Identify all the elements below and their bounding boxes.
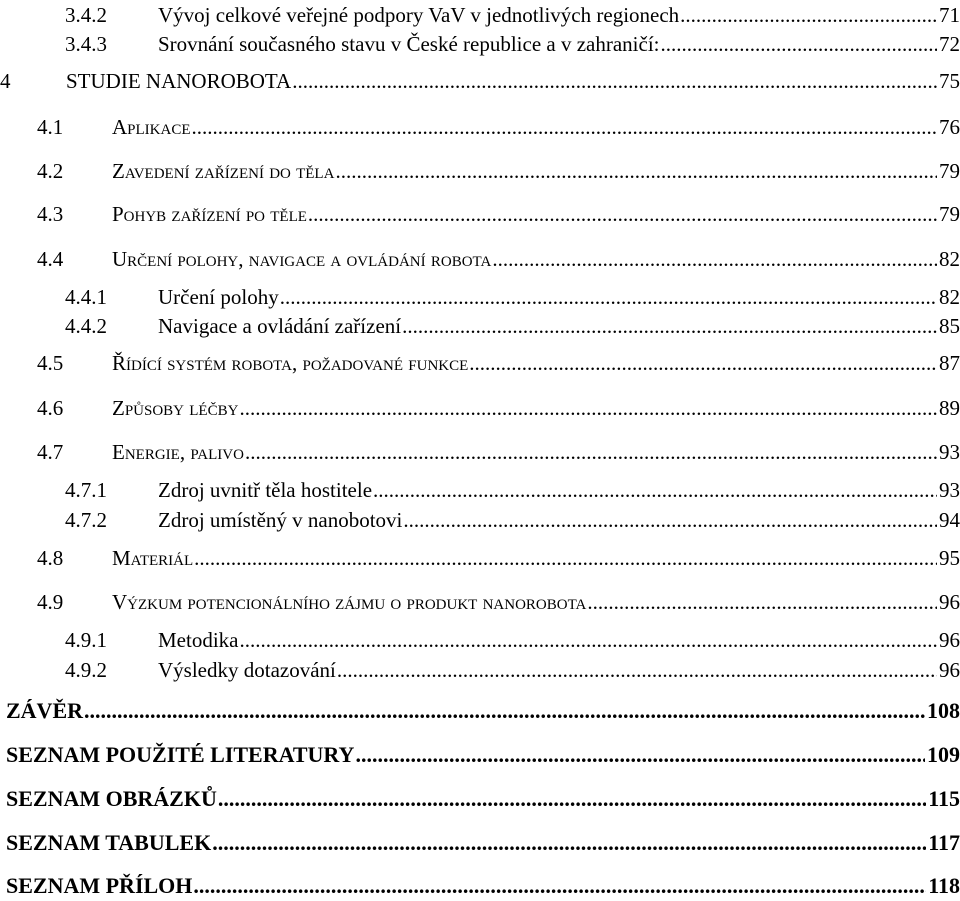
toc-entry-page: 95	[939, 546, 960, 570]
toc-entry-page: 93	[939, 478, 960, 502]
toc-entry-page: 94	[939, 508, 960, 532]
dot-leader	[292, 66, 937, 96]
toc-entry-number: 4.7.2	[65, 508, 107, 532]
toc-entry-number: 4.6	[37, 396, 64, 420]
toc-entry[interactable]	[0, 393, 960, 423]
toc-entry-page: 118	[928, 873, 960, 898]
toc-entry-page: 96	[939, 590, 960, 614]
toc-entry-number: 4.4.1	[65, 285, 107, 309]
toc-entry-page: 76	[939, 115, 960, 139]
toc-entry-page: 75	[939, 69, 960, 93]
toc-entry[interactable]	[0, 156, 960, 186]
toc-entry-title: Materiál	[112, 546, 194, 570]
toc-entry-number: 4.9.1	[65, 628, 107, 652]
toc-entry-title: Srovnání současného stavu v České republice a v zahraničí:	[158, 32, 660, 56]
toc-entry-page: 108	[927, 698, 960, 723]
toc-entry-page: 109	[927, 742, 960, 767]
toc-entry-title: Způsoby léčby	[112, 396, 239, 420]
toc-entry-title: Řídící systém robota, požadované funkce	[112, 351, 469, 375]
dot-leader	[84, 696, 925, 726]
dot-leader	[212, 828, 926, 858]
toc-entry-page: 115	[928, 786, 960, 811]
dot-leader	[239, 393, 937, 423]
toc-entry[interactable]	[0, 543, 960, 573]
toc-entry-title: SEZNAM TABULEK	[6, 830, 212, 855]
toc-entry[interactable]	[0, 244, 960, 274]
toc-entry-page: 117	[928, 830, 960, 855]
toc-entry[interactable]	[0, 437, 960, 467]
toc-entry-title: Zdroj umístěný v nanobotovi	[158, 508, 403, 532]
toc-entry-number: 4.5	[37, 351, 64, 375]
dot-leader	[337, 655, 937, 685]
dot-leader	[661, 29, 937, 59]
toc-entry-title: SEZNAM PŘÍLOH	[6, 873, 193, 898]
toc-entry-page: 96	[939, 628, 960, 652]
toc-entry[interactable]	[0, 587, 960, 617]
toc-entry-page: 82	[939, 247, 960, 271]
toc-entry-title: Zdroj uvnitř těla hostitele	[158, 478, 373, 502]
toc-entry-page: 79	[939, 159, 960, 183]
toc-entry-title: Pohyb zařízení po těle	[112, 202, 307, 226]
dot-leader	[192, 112, 938, 142]
toc-entry[interactable]	[0, 784, 960, 814]
toc-entry-number: 4.4	[37, 247, 64, 271]
toc-entry-title: SEZNAM POUŽITÉ LITERATURY	[6, 742, 355, 767]
toc-entry-title: Výsledky dotazování	[158, 658, 336, 682]
toc-entry-number: 4.2	[37, 159, 64, 183]
toc-entry-number: 4.4.2	[65, 314, 107, 338]
toc-entry-page: 85	[939, 314, 960, 338]
toc-entry-page: 89	[939, 396, 960, 420]
toc-entry[interactable]	[0, 828, 960, 858]
toc-entry-number: 4.8	[37, 546, 64, 570]
toc-entry-number: 4.9.2	[65, 658, 107, 682]
toc-entry-title: Aplikace	[112, 115, 191, 139]
toc-entry-number: 4.9	[37, 590, 64, 614]
toc-entry-number: 4.3	[37, 202, 64, 226]
dot-leader	[373, 475, 937, 505]
dot-leader	[280, 282, 937, 312]
toc-entry-number: 3.4.2	[65, 3, 107, 27]
toc-entry[interactable]	[0, 311, 960, 341]
toc-entry-title: STUDIE NANOROBOTA	[66, 69, 292, 93]
dot-leader	[680, 0, 937, 30]
toc-entry-number: 3.4.3	[65, 32, 107, 56]
toc-entry-title: Určení polohy	[158, 285, 279, 309]
toc-entry[interactable]	[0, 66, 960, 96]
toc-entry-title: Výzkum potencionálního zájmu o produkt nanorobota	[112, 590, 587, 614]
dot-leader	[239, 625, 937, 655]
toc-entry-page: 79	[939, 202, 960, 226]
toc-entry[interactable]	[0, 475, 960, 505]
dot-leader	[308, 199, 937, 229]
toc-entry-title: ZÁVĚR	[6, 698, 84, 723]
toc-entry[interactable]	[0, 655, 960, 685]
toc-entry-page: 82	[939, 285, 960, 309]
toc-entry-title: Metodika	[158, 628, 239, 652]
dot-leader	[587, 587, 937, 617]
dot-leader	[402, 311, 937, 341]
toc-entry-page: 71	[939, 3, 960, 27]
toc-entry-page: 72	[939, 32, 960, 56]
toc-entry[interactable]	[0, 625, 960, 655]
toc-entry[interactable]	[0, 29, 960, 59]
toc-entry-page: 93	[939, 440, 960, 464]
toc-entry[interactable]	[0, 199, 960, 229]
dot-leader	[194, 543, 937, 573]
dot-leader	[218, 784, 926, 814]
dot-leader	[245, 437, 937, 467]
toc-entry-title: SEZNAM OBRÁZKŮ	[6, 786, 217, 811]
toc-entry-page: 96	[939, 658, 960, 682]
toc-entry-number: 4.1	[37, 115, 64, 139]
toc-entry[interactable]	[0, 696, 960, 726]
toc-entry[interactable]	[0, 0, 960, 30]
toc-entry[interactable]	[0, 348, 960, 378]
toc-entry-number: 4.7	[37, 440, 64, 464]
dot-leader	[403, 505, 937, 535]
toc-entry-title: Zavedení zařízení do těla	[112, 159, 335, 183]
dot-leader	[469, 348, 937, 378]
toc-entry-title: Určení polohy, navigace a ovládání robota	[112, 247, 492, 271]
toc-entry-page: 87	[939, 351, 960, 375]
toc-entry-title: Navigace a ovládání zařízení	[158, 314, 402, 338]
toc-entry-number: 4.7.1	[65, 478, 107, 502]
toc-entry-number: 4	[0, 69, 11, 93]
toc-entry-title: Vývoj celkové veřejné podpory VaV v jednotlivých regionech	[158, 3, 680, 27]
toc-entry-title: Energie, palivo	[112, 440, 244, 464]
toc-entry[interactable]	[0, 740, 960, 770]
dot-leader	[335, 156, 937, 186]
toc-entry[interactable]	[0, 505, 960, 535]
dot-leader	[355, 740, 925, 770]
toc-entry[interactable]	[0, 112, 960, 142]
toc-entry[interactable]	[0, 282, 960, 312]
dot-leader	[492, 244, 937, 274]
